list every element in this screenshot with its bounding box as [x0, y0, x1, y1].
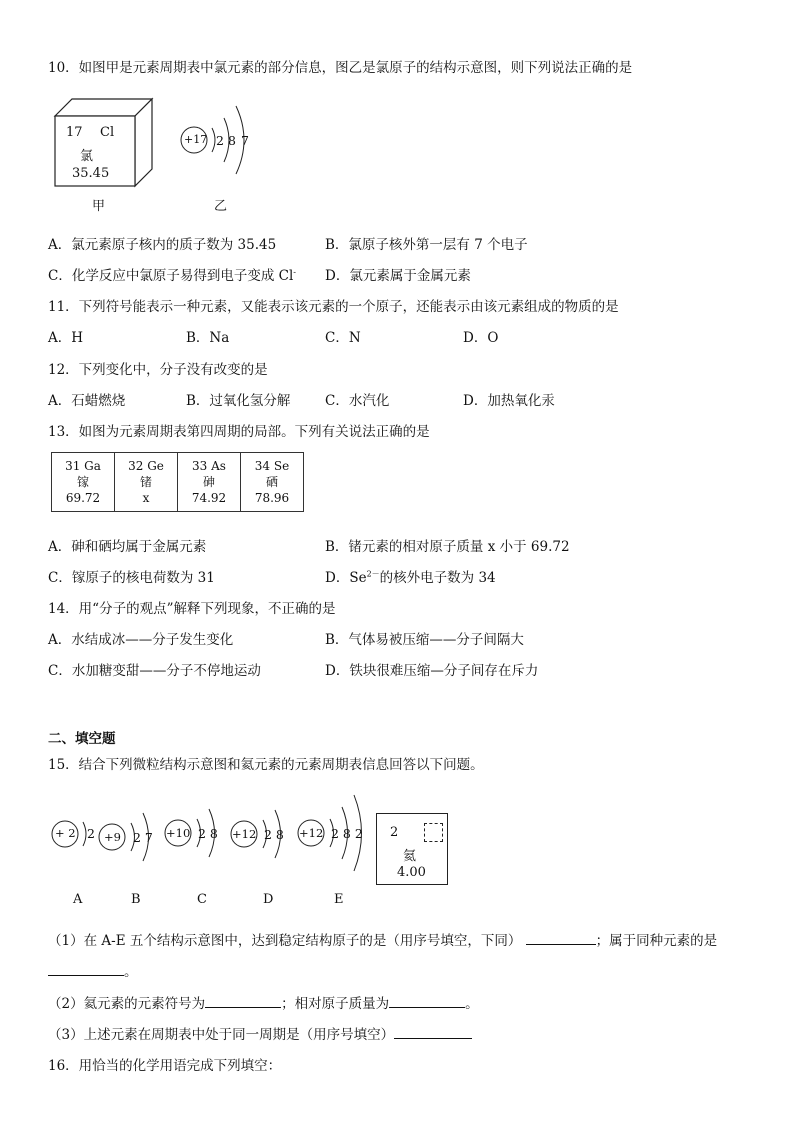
cl-name: 氯	[80, 149, 94, 164]
q12-option-b: B．过氧化氢分解	[186, 393, 291, 409]
q15-part-3: （3）上述元素在周期表中处于同一周期是（用序号填空）	[48, 1023, 472, 1043]
caption-yi: 乙	[214, 199, 228, 214]
section-heading: 二、填空题	[48, 731, 116, 747]
atom-c-shells: 2 8	[198, 826, 218, 841]
element-cell-as: 33 As 砷 74.92	[178, 453, 241, 512]
q12-option-d: D．加热氧化汞	[463, 393, 555, 409]
q10-option-b: B．氯原子核外第一层有 7 个电子	[325, 237, 528, 253]
q15-part-1: （1）在 A-E 五个结构示意图中，达到稳定结构原子的是（用序号填空，下同） ；属于同种元素的是	[48, 933, 718, 949]
atom-a-nucleus: + 2	[55, 826, 76, 840]
atom-d-shells: 2 8	[264, 827, 284, 842]
he-atomic-number: 2	[390, 825, 399, 840]
q13-option-c: C．镓原子的核电荷数为 31	[48, 570, 215, 586]
q10-option-a: A．氯元素原子核内的质子数为 35.45	[48, 237, 277, 253]
element-cell-se: 34 Se 硒 78.96	[241, 453, 304, 512]
q10-option-d: D．氯元素属于金属元素	[325, 268, 471, 284]
answer-blank-3[interactable]	[205, 995, 281, 1008]
q14-option-d: D．铁块很难压缩—分子间存在斥力	[325, 663, 539, 679]
atom-e-shells: 2 8 2	[331, 826, 363, 841]
atom-b-nucleus: +9	[104, 830, 121, 844]
cl-mass: 35.45	[72, 166, 110, 181]
cl-atomic-number: 17	[66, 125, 83, 140]
q12-option-c: C．水汽化	[325, 393, 390, 409]
period-four-table	[51, 452, 304, 512]
q14-option-c: C．水加糖变甜——分子不停地运动	[48, 663, 261, 679]
q14-stem: 14．用“分子的观点”解释下列现象，不正确的是	[48, 601, 336, 617]
q15-stem: 15．结合下列微粒结构示意图和氦元素的元素周期表信息回答以下问题。	[48, 757, 484, 773]
q14-option-a: A．水结成冰——分子发生变化	[48, 632, 234, 648]
q13-option-b: B．锗元素的相对原子质量 x 小于 69.72	[325, 539, 570, 555]
q12-option-a: A．石蜡燃烧	[48, 393, 126, 409]
answer-blank-4[interactable]	[389, 995, 465, 1008]
label-b: B	[131, 892, 141, 907]
atom-e-nucleus: +12	[299, 826, 324, 840]
q11-option-b: B．Na	[186, 330, 230, 346]
he-mass: 4.00	[397, 865, 426, 880]
q10-option-c: C．化学反应中氯原子易得到电子变成 Cl-	[48, 267, 296, 284]
q10-stem: 10．如图甲是元素周期表中氯元素的部分信息，图乙是氯原子的结构示意图，则下列说法正确的是	[48, 60, 633, 76]
cl-shell-1: 2	[216, 133, 224, 148]
atom-d-nucleus: +12	[232, 827, 257, 841]
answer-blank-5[interactable]	[394, 1026, 472, 1039]
q13-stem: 13．如图为元素周期表第四周期的局部。下列有关说法正确的是	[48, 424, 430, 440]
he-name: 氦	[403, 849, 417, 864]
q13-option-a: A．砷和硒均属于金属元素	[48, 539, 207, 555]
answer-blank-2[interactable]	[48, 963, 124, 976]
label-c: C	[197, 892, 207, 907]
atom-a-shells: 2	[87, 826, 95, 841]
cl-symbol: Cl	[100, 125, 115, 140]
caption-jia: 甲	[92, 199, 106, 214]
cl-shell-3: 7	[241, 133, 249, 148]
q11-stem: 11．下列符号能表示一种元素，又能表示该元素的一个原子，还能表示由该元素组成的物质的是	[48, 299, 619, 315]
element-cell-ga: 31 Ga 镓 69.72	[52, 453, 115, 512]
atom-c-nucleus: +10	[166, 826, 191, 840]
helium-symbol-placeholder	[424, 823, 443, 842]
q16-stem: 16．用恰当的化学用语完成下列填空：	[48, 1058, 282, 1074]
q13-option-d: D．$Se^{2-}$的核外电子数为 34	[325, 569, 496, 586]
q14-option-b: B．气体易被压缩——分子间隔大	[325, 632, 524, 648]
label-d: D	[263, 892, 274, 907]
answer-blank-1[interactable]	[526, 932, 596, 945]
q15-part-2: （2）氦元素的元素符号为 ；相对原子质量为 。	[48, 996, 479, 1012]
q11-option-c: C．N	[325, 330, 361, 346]
q15-part-1-cont: 。	[48, 960, 138, 980]
cl-shell-2: 8	[228, 133, 236, 148]
label-a: A	[73, 892, 83, 907]
atom-b-shells: 2 7	[133, 830, 153, 845]
label-e: E	[334, 892, 344, 907]
q12-stem: 12．下列变化中，分子没有改变的是	[48, 362, 268, 378]
element-cell-ge: 32 Ge 锗 x	[115, 453, 178, 512]
q11-option-d: D．O	[463, 330, 499, 346]
q11-option-a: A．H	[48, 330, 84, 346]
cl-nucleus: +17	[184, 133, 208, 146]
